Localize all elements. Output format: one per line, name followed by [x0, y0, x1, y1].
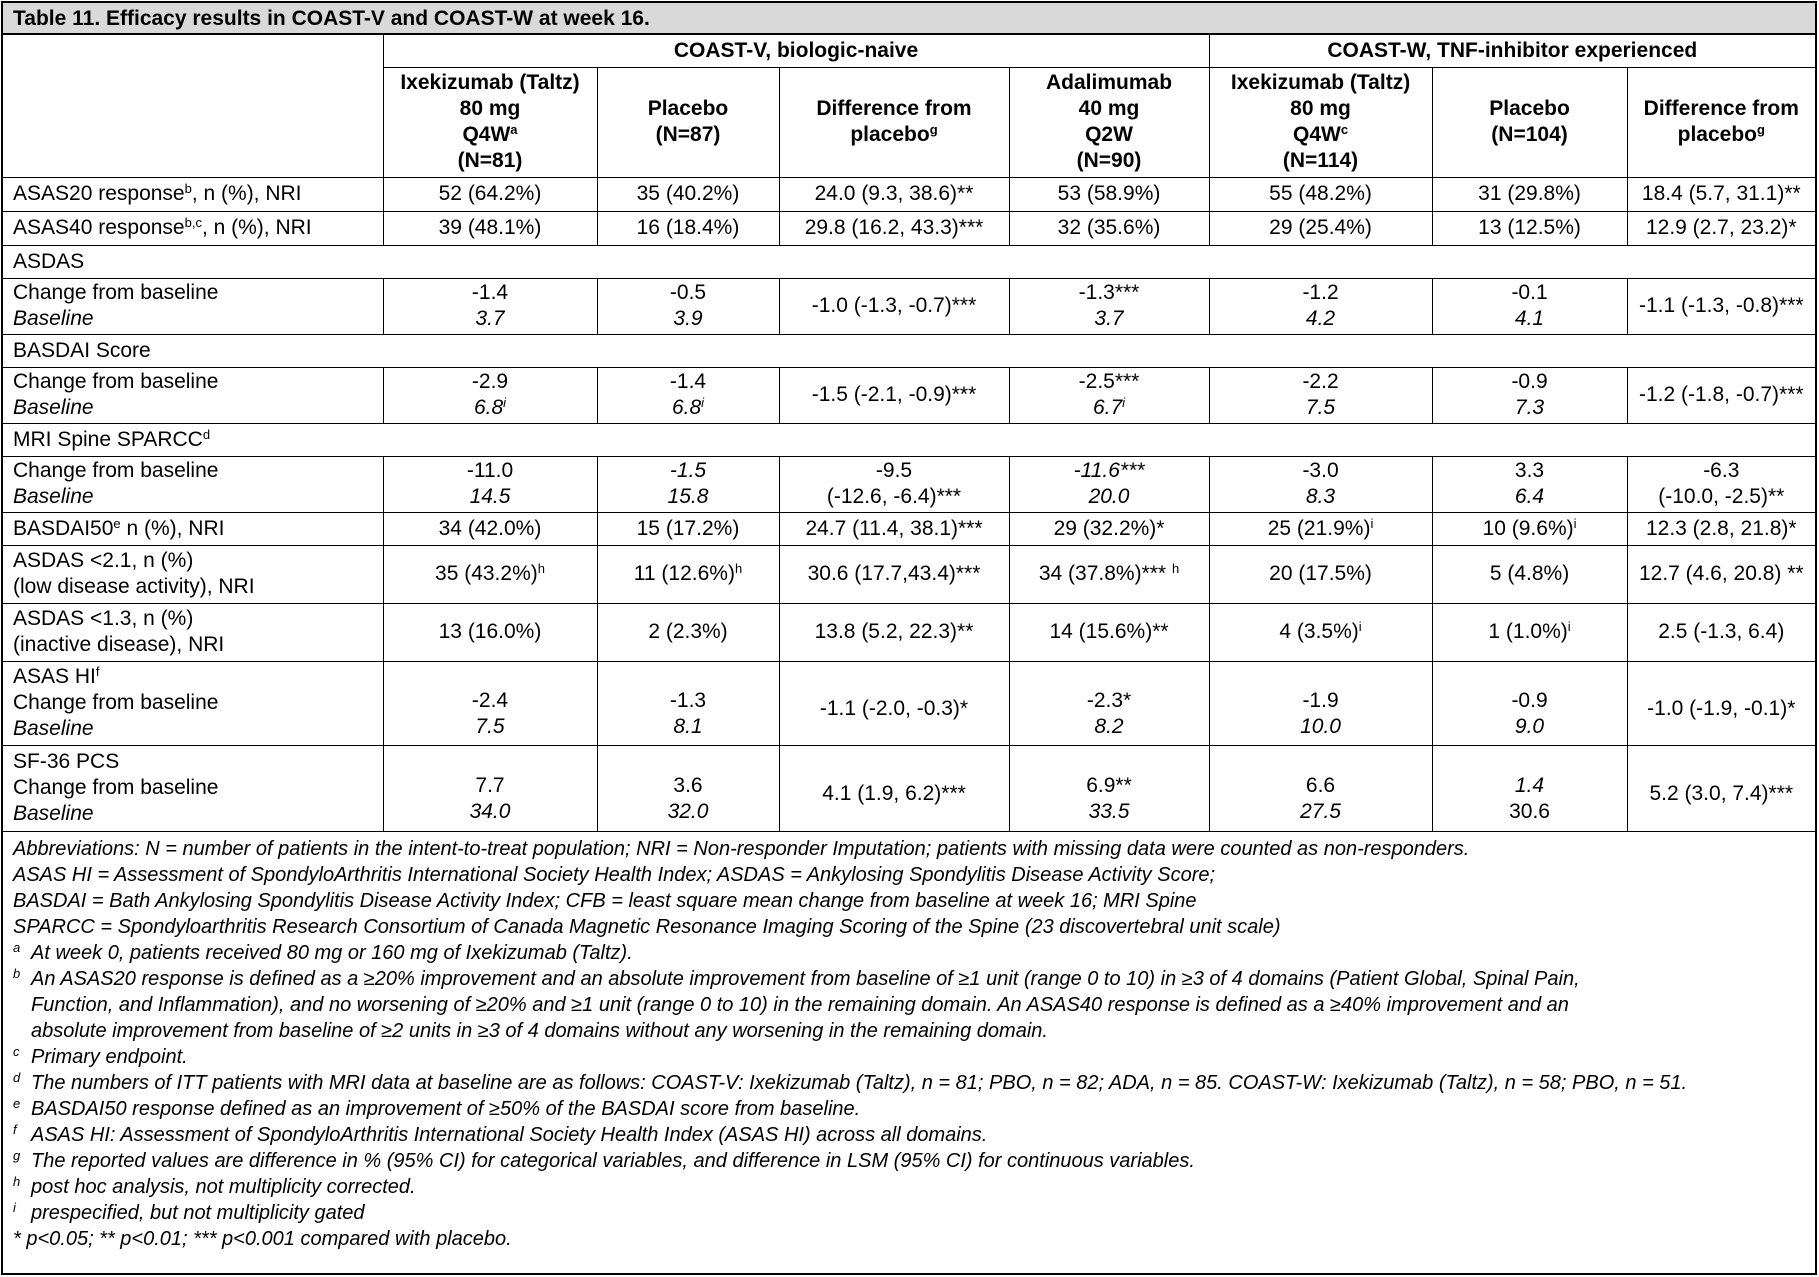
cell: 5 (4.8%)	[1432, 545, 1627, 603]
table-row-asas20	[3, 177, 1815, 211]
cell: 24.0 (9.3, 38.6)**	[779, 177, 1009, 211]
table-row-mri	[3, 456, 1815, 512]
cell: 55 (48.2%)	[1209, 177, 1432, 211]
row-label-sf36: SF-36 PCS Change from baseline Baseline	[3, 745, 383, 831]
cell: 3.6 32.0	[597, 745, 779, 831]
col-header-coastv-placebo: Placebo (N=87)	[597, 67, 779, 177]
cell: 1.4 30.6	[1432, 745, 1627, 831]
footnote-b: $^b$ An ASAS20 response is defined as a ≥20% improvement and an absolute improvement from baseline of ≥1 unit (range 0 to 10) in ≥3 of 4 domains (Patient Global, Spinal Pain,	[13, 965, 1580, 990]
table-row-mri-heading	[3, 423, 1815, 456]
cell: 34 (37.8%)*** $^h$	[1009, 545, 1209, 603]
cell: -1.9 10.0	[1209, 661, 1432, 745]
cell: 3.3 6.4	[1432, 456, 1627, 512]
col-header-coastv-ixe: Ixekizumab (Taltz) 80 mg $Q4W^a$ (N=81)	[383, 67, 597, 177]
table-row-asas-hi	[3, 661, 1815, 745]
cell: 6.6 27.5	[1209, 745, 1432, 831]
cell: -1.3*** 3.7	[1009, 278, 1209, 334]
cell: -0.9 7.3	[1432, 367, 1627, 423]
footnote-e: $^e$ BASDAI50 response defined as an improvement of ≥50% of the BASDAI score from baseline.	[13, 1095, 861, 1120]
table-container	[1, 1, 1817, 1275]
cell: -1.4 3.7	[383, 278, 597, 334]
cell: 5.2 (3.0, 7.4)***	[1627, 745, 1815, 831]
row-label-asas20: ASAS20 response$^b$, n (%), NRI	[3, 177, 383, 211]
cell: -11.6*** 20.0	[1009, 456, 1209, 512]
footnote-c: $^c$ Primary endpoint.	[13, 1043, 188, 1068]
header-blank	[3, 35, 383, 177]
abbreviation-line: Abbreviations: N = number of patients in the intent-to-treat population; NRI = Non-responder Imputation; patients with missing data were counted as non-responders.	[13, 837, 1470, 860]
footnote-g: $^g$ The reported values are difference in % (95% CI) for categorical variables, and difference in LSM (95% CI) for continuous variables.	[13, 1147, 1195, 1172]
cell: -1.2 (-1.8, -0.7)***	[1627, 367, 1815, 423]
cell: 52 (64.2%)	[383, 177, 597, 211]
cell: 20 (17.5%)	[1209, 545, 1432, 603]
row-label-asas-hi: ASAS $HI^f$ Change from baseline Baseline	[3, 661, 383, 745]
efficacy-table	[3, 35, 1815, 832]
cell: -2.4 7.5	[383, 661, 597, 745]
row-label-asas40: ASAS40 response$^{b,c}$, n (%), NRI	[3, 211, 383, 245]
cell: -1.2 4.2	[1209, 278, 1432, 334]
cell: -1.0 (-1.3, -0.7)***	[779, 278, 1009, 334]
cell: 13 (16.0%)	[383, 603, 597, 661]
footnote-f: $^f$ ASAS HI: Assessment of SpondyloArthritis International Society Health Index (ASAS HI) across all domains.	[13, 1121, 988, 1146]
cell: 24.7 (11.4, 38.1)***	[779, 512, 1009, 545]
cell: 13.8 (5.2, 22.3)**	[779, 603, 1009, 661]
cell: -9.5 (-12.6, -6.4)***	[779, 456, 1009, 512]
cell: -11.0 14.5	[383, 456, 597, 512]
cell: 16 (18.4%)	[597, 211, 779, 245]
cell: 14 (15.6%)**	[1009, 603, 1209, 661]
section-heading-mri: MRI Spine SPARCC$^d$	[3, 423, 1815, 456]
row-label-basdai: Change from baseline Baseline	[3, 367, 383, 423]
cell: 1 $(1.0\%)^i$	[1432, 603, 1627, 661]
table-title: Table 11. Efficacy results in COAST-V and COAST-W at week 16.	[3, 3, 1815, 35]
row-label-mri: Change from baseline Baseline	[3, 456, 383, 512]
abbreviation-line: BASDAI = Bath Ankylosing Spondylitis Disease Activity Index; CFB = least square mean change from baseline at week 16; MRI Spine	[13, 889, 1197, 912]
row-label-asdas-lt21: ASDAS <2.1, n (%) (low disease activity), NRI	[3, 545, 383, 603]
cell: 13 (12.5%)	[1432, 211, 1627, 245]
cell: 29 (25.4%)	[1209, 211, 1432, 245]
table-row-asdas-lt13	[3, 603, 1815, 661]
table-row-asdas	[3, 278, 1815, 334]
footnote-d: $^d$ The numbers of ITT patients with MRI data at baseline are as follows: COAST-V: Ixekizumab (Taltz), n = 81; PBO, n = 82; ADA, n = 85. COAST-W: Ixekizumab (Taltz), n = 58; PBO, n = 51.	[13, 1069, 1688, 1094]
cell: 15 (17.2%)	[597, 512, 779, 545]
footnote-i: $^i$ prespecified, but not multiplicity gated	[13, 1199, 365, 1224]
cell: 12.9 (2.7, 23.2)*	[1627, 211, 1815, 245]
cell: -0.9 9.0	[1432, 661, 1627, 745]
cell: 31 (29.8%)	[1432, 177, 1627, 211]
col-header-coastw-placebo: Placebo (N=104)	[1432, 67, 1627, 177]
cell: 32 (35.6%)	[1009, 211, 1209, 245]
cell: 39 (48.1%)	[383, 211, 597, 245]
cell: -6.3 (-10.0, -2.5)**	[1627, 456, 1815, 512]
col-header-coastw-ixe: Ixekizumab (Taltz) 80 mg $Q4W^c$ (N=114)	[1209, 67, 1432, 177]
cell: 4 $(3.5\%)^i$	[1209, 603, 1432, 661]
section-heading-asdas: ASDAS	[3, 245, 1815, 278]
group-header-coast-v: COAST-V, biologic-naive	[383, 35, 1209, 67]
abbreviation-line: ASAS HI = Assessment of SpondyloArthritis International Society Health Index; ASDAS = Ankylosing Spondylitis Disease Activity Score;	[13, 863, 1216, 886]
cell: 4.1 (1.9, 6.2)***	[779, 745, 1009, 831]
footnote-b-cont: Function, and Inflammation), and no worsening of ≥20% and ≥1 unit (range 0 to 10) in the remaining domain. An ASAS40 response is defined as a ≥40% improvement and an	[31, 993, 1569, 1016]
table-row-basdai50	[3, 512, 1815, 545]
cell: 12.7 (4.6, 20.8) **	[1627, 545, 1815, 603]
cell: 10 $(9.6\%)^i$	[1432, 512, 1627, 545]
cell: -1.3 8.1	[597, 661, 779, 745]
footnotes	[3, 832, 1815, 1252]
group-header-coast-w: COAST-W, TNF-inhibitor experienced	[1209, 35, 1815, 67]
cell: 34 (42.0%)	[383, 512, 597, 545]
col-header-coastv-adalimumab: Adalimumab 40 mg Q2W (N=90)	[1009, 67, 1209, 177]
footnote-h: $^h$ post hoc analysis, not multiplicity corrected.	[13, 1173, 416, 1198]
cell: 53 (58.9%)	[1009, 177, 1209, 211]
cell: -1.0 (-1.9, -0.1)*	[1627, 661, 1815, 745]
cell: 12.3 (2.8, 21.8)*	[1627, 512, 1815, 545]
p-value-legend: * p<0.05; ** p<0.01; *** p<0.001 compared with placebo.	[13, 1227, 512, 1250]
row-label-asdas-lt13: ASDAS <1.3, n (%) (inactive disease), NRI	[3, 603, 383, 661]
cell: -1.1 (-1.3, -0.8)***	[1627, 278, 1815, 334]
row-label-basdai50: BASDAI50e n (%), NRI	[3, 512, 383, 545]
cell: -1.1 (-2.0, -0.3)*	[779, 661, 1009, 745]
cell: -2.9 6.8$^i$	[383, 367, 597, 423]
table-row-asas40	[3, 211, 1815, 245]
table-row-asdas-lt21	[3, 545, 1815, 603]
cell: -3.0 8.3	[1209, 456, 1432, 512]
cell: 2 (2.3%)	[597, 603, 779, 661]
footnote-a: $^a$ At week 0, patients received 80 mg or 160 mg of Ixekizumab (Taltz).	[13, 939, 633, 964]
cell: -0.5 3.9	[597, 278, 779, 334]
cell: 18.4 (5.7, 31.1)**	[1627, 177, 1815, 211]
col-header-coastw-diff: Difference from placebo$^g$	[1627, 67, 1815, 177]
cell: 11 $(12.6\%)^h$	[597, 545, 779, 603]
abbreviation-line: SPARCC = Spondyloarthritis Research Consortium of Canada Magnetic Resonance Imaging Scoring of the Spine (23 discovertebral unit scale)	[13, 915, 1281, 938]
cell: -1.4 6.8$^i$	[597, 367, 779, 423]
row-label-asdas: Change from baseline Baseline	[3, 278, 383, 334]
cell: 35 (40.2%)	[597, 177, 779, 211]
cell: 2.5 (-1.3, 6.4)	[1627, 603, 1815, 661]
section-heading-basdai: BASDAI Score	[3, 334, 1815, 367]
cell: 7.7 34.0	[383, 745, 597, 831]
cell: -1.5 15.8	[597, 456, 779, 512]
cell: 29 (32.2%)*	[1009, 512, 1209, 545]
table-row-basdai-heading	[3, 334, 1815, 367]
cell: -2.5*** 6.7$^i$	[1009, 367, 1209, 423]
footnote-b-cont: absolute improvement from baseline of ≥2 units in ≥3 of 4 domains without any worsening in the remaining domain.	[31, 1019, 1048, 1042]
col-header-coastv-diff: Difference from placebo$^g$	[779, 67, 1009, 177]
table-row-sf36	[3, 745, 1815, 831]
table-row-basdai	[3, 367, 1815, 423]
cell: 29.8 (16.2, 43.3)***	[779, 211, 1009, 245]
cell: -2.2 7.5	[1209, 367, 1432, 423]
table-row-asdas-heading	[3, 245, 1815, 278]
cell: -0.1 4.1	[1432, 278, 1627, 334]
cell: 30.6 (17.7,43.4)***	[779, 545, 1009, 603]
cell: 35 $(43.2\%)^h$	[383, 545, 597, 603]
cell: -1.5 (-2.1, -0.9)***	[779, 367, 1009, 423]
cell: -2.3* 8.2	[1009, 661, 1209, 745]
cell: 6.9** 33.5	[1009, 745, 1209, 831]
cell: 25 $(21.9\%)^i$	[1209, 512, 1432, 545]
